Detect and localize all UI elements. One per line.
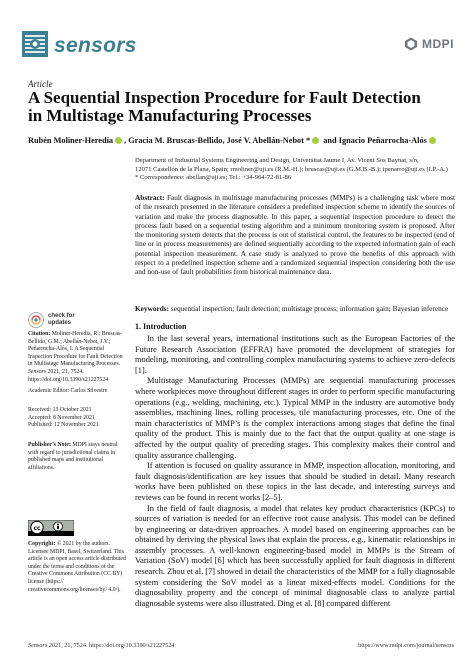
check-for-updates-button[interactable] bbox=[28, 312, 75, 328]
publisher-logo bbox=[404, 37, 454, 51]
copyright-label: Copyright: bbox=[28, 541, 56, 547]
orcid-icon[interactable] bbox=[429, 137, 436, 144]
correspondence: * Correspondence: abellan@uji.es; Tel.: +34-964-72-81-86 bbox=[135, 174, 292, 182]
article-type: Article bbox=[28, 79, 53, 89]
citation bbox=[28, 331, 126, 384]
abstract bbox=[135, 193, 455, 277]
citation-label: Citation: bbox=[28, 331, 51, 337]
paragraph: Multistage Manufacturing Processes (MMPs) are sequential manufacturing processes where workpieces move throughout different stages in order to perform specific manufacturing operations (e.g., welding, machining, etc.). Typical MMP in the industry are automotive body assemblies, machining lines, rolling processes, tile manufacturing processes, etc. One of the main characteristics of MMP’s is the complex interactions among stages that define the final quality of the product. This is mainly due to the fact that the output quality at one stage is affected by the output quality of preceding stages. This complexity makes their control and quality assurance challenging. bbox=[135, 376, 455, 460]
copyright-text: © 2021 by the authors. Licensee MDPI, Basel, Switzerland. This article is an open access article distributed under the terms and conditions of the Creative Commons Attribution (CC BY) license (https:// creativecommons.org/licenses/by/ 4.0/). bbox=[28, 541, 126, 593]
keywords bbox=[135, 304, 455, 313]
mdpi-logo-icon bbox=[404, 37, 418, 51]
orcid-icon[interactable] bbox=[312, 137, 319, 144]
cc-by-license-icon[interactable] bbox=[28, 520, 74, 536]
received-date: Received: 13 October 2021 bbox=[28, 407, 92, 413]
copyright bbox=[28, 541, 126, 594]
keywords-text: sequential inspection; fault detection; multistage process; information gain; Bayesian inference bbox=[170, 304, 449, 313]
affiliation-line: Department of Industrial Systems Engineering and Design, Universitat Jaume I, Av. Vicent Sos Baynat, s/n, bbox=[135, 157, 419, 164]
journal-name: sensors bbox=[54, 34, 137, 57]
abstract-label: Abstract: bbox=[135, 193, 165, 202]
author-name[interactable]: Rubén Moliner-Heredia bbox=[28, 136, 114, 145]
citation-text: Moliner-Heredia, R.; Bruscas-Bellido, G.M.; Abellán-Nebot, J.V.; Peñarrocha-Alós, I. A Sequential Inspection Procedure for Fault Detection in Multistage Manufacturing Processes. bbox=[28, 331, 123, 368]
paragraph: In the field of fault diagnosis, a model that relates key product characteristics (KPCs) to sources of variation is needed for an effective root cause analysis. This model can be defined by engineering or data-driven approaches. A model based on engineering approaches can be obtained by deriving the physical laws that explain the process, e.g., kinematic relationships in assembly processes. A well-known engineering-based model in MMPs is the Stream of Variation (SoV) model [6] which has been successfully applied for fault diagnosis in different research. Zhou et al. [7] showed in detail the characteristics of the MMP for a fully diagnosable system considering the SoV model as a linear mixed-effects model. Conditions for the diagnosability property and the concept of minimal diagnosable class to analyze partial diagnosable systems were also illustrated. Ding et al. [8] compared different bbox=[135, 503, 455, 608]
paragraph: If attention is focused on quality assurance in MMP, inspection allocation, monitoring, and fault diagnosis/identification are key issues that should be studied in detail. Many research works have been published on these topics in the last decade, and interesting surveys and reviews can be found in recent works [2–5]. bbox=[135, 461, 455, 502]
author-list bbox=[28, 136, 438, 145]
abstract-text: Fault diagnosis in multistage manufacturing processes (MMPs) is a challenging task where most of the research presented in the literature considers a predefined inspection scheme to identify the sources of variation and make the process diagnosable. In this paper, a sequential inspection procedure to detect the process fault based on a sequential testing algorithm and a minimum monitoring system is proposed. After the monitoring system detects that the process is out of statistical control, the features to be inspected (end of line or in process measurements) are defined sequentially according to the expected information gain of each potential inspection measurement. A case study is analyzed to prove the benefits of this approach with respect to a predefined inspection scheme and a randomized sequential inspection considering both the use and non-use of fault probabilities from historical maintenance data. bbox=[135, 193, 455, 277]
publisher-note-label: Publisher’s Note: bbox=[28, 442, 71, 448]
citation-doi[interactable]: 2021, 21, 7524. https://doi.org/10.3390/s21227524 bbox=[28, 368, 109, 383]
footer-doi[interactable]: 2021, 21, 7524. https://doi.org/10.3390/s21227524 bbox=[47, 642, 175, 649]
footer-journal-link[interactable]: https://www.mdpi.com/journal/sensors bbox=[358, 642, 454, 649]
article-dates bbox=[28, 407, 126, 430]
affiliation bbox=[135, 157, 455, 183]
footer-journal: Sensors bbox=[28, 642, 48, 649]
svg-text:cc: cc bbox=[33, 524, 41, 532]
check-updates-icon bbox=[28, 312, 44, 328]
publisher-note-text: MDPI stays neutral with regard to jurisdictional claims in published maps and institutional affiliations. bbox=[28, 442, 118, 471]
accepted-date: Accepted: 8 November 2021 bbox=[28, 414, 95, 421]
body-text bbox=[135, 334, 455, 609]
author-name[interactable]: and Ignacio Peñarrocha-Alós bbox=[321, 136, 427, 145]
keywords-label: Keywords: bbox=[135, 304, 170, 313]
affiliation-line: 12071 Castellón de la Plana, Spain; rmoliner@uji.es (R.M.-H.); bruscas@uji.es (G.M.B.-B.); ipenarro@uji.es (I.P.-A.) bbox=[135, 165, 448, 173]
publisher-name: MDPI bbox=[422, 37, 454, 51]
published-date: Published: 12 November 2021 bbox=[28, 422, 99, 429]
sensors-logo-icon bbox=[22, 31, 48, 57]
updates-label: updates bbox=[48, 320, 72, 326]
article-title: A Sequential Inspection Procedure for Fault Detection in Multistage Manufacturing Processes bbox=[28, 88, 421, 125]
section-title: 1. Introduction bbox=[135, 322, 187, 331]
updates-label: check for bbox=[48, 313, 75, 319]
footer-citation bbox=[28, 642, 175, 649]
academic-editor: Academic Editor: Carlos Silvestre bbox=[28, 388, 108, 394]
citation-journal: Sensors bbox=[28, 368, 47, 375]
paragraph: In the last several years, international institutions such as the European Factories of the Future Research Association (EFFRA) have promoted the development of strategies for modeling, monitoring, and controlling complex manufacturing systems to achieve zero-defects [1]. bbox=[135, 334, 455, 375]
publisher-note bbox=[28, 442, 126, 472]
orcid-icon[interactable] bbox=[115, 137, 122, 144]
author-name[interactable]: , Gracia M. Bruscas-Bellido, José V. Abellán-Nebot * bbox=[124, 136, 311, 145]
